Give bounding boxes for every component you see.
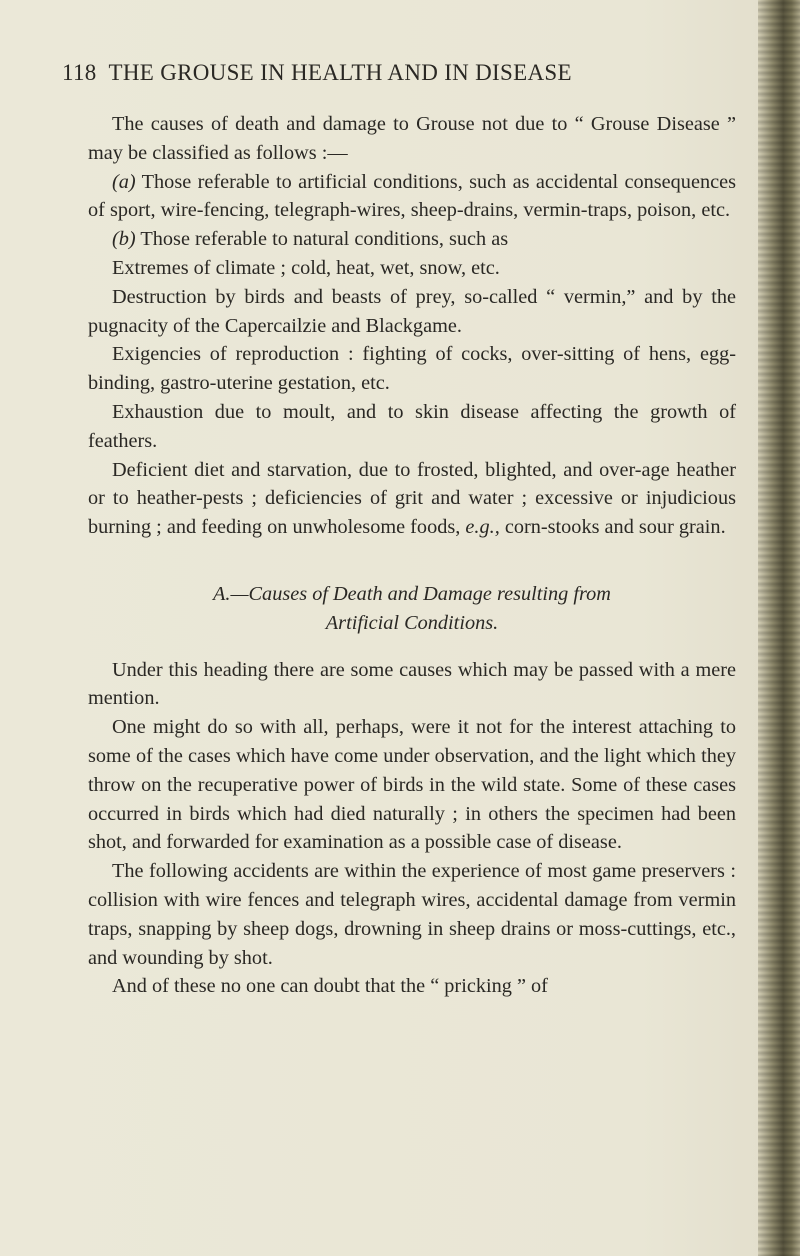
diet-eg: e.g., xyxy=(465,516,500,539)
section2-paragraph-4: And of these no one can doubt that the “ pricking ” of xyxy=(112,975,548,998)
section-heading xyxy=(88,580,736,638)
item-b-paragraph xyxy=(88,225,736,254)
section-heading-line2: Artificial Conditions. xyxy=(325,611,499,634)
climate-paragraph: Extremes of climate ; cold, heat, wet, snow, etc. xyxy=(112,256,500,279)
item-a-paragraph xyxy=(88,168,736,226)
running-title: THE GROUSE IN HEALTH AND IN DISEASE xyxy=(108,60,572,85)
page-number: 118 xyxy=(62,60,97,85)
section2-paragraph-2: One might do so with all, perhaps, were it not for the interest attaching to some of the cases which have come under observation, and the light which they throw on the recuperative power of birds in the wild state. Some of these cases occurred in birds which had died naturally ; in others the specimen had been shot, and forwarded for examination as a possible case of disease. xyxy=(88,716,736,854)
section2-paragraph-3: The following accidents are within the experience of most game preservers : collision with wire fences and telegraph wires, accidental damage from vermin traps, snapping by sheep dogs, drowning in sheep drains or moss-cuttings, etc., and wounding by shot. xyxy=(88,860,736,969)
diet-text: Deficient diet and starvation, due to frosted, blighted, and over-age heather or to heather-pests ; deficiencies of grit and water ; excessive or injudicious burning ; and feeding on unwholesome foods, xyxy=(88,458,736,539)
section-heading-line1: A.—Causes of Death and Damage resulting from xyxy=(213,582,611,605)
item-a-text: Those referable to artificial conditions, such as accidental consequences of sport, wire-fencing, telegraph-wires, sheep-drains, vermin-traps, poison, etc. xyxy=(88,170,736,222)
page-body xyxy=(88,110,736,1001)
destruction-paragraph: Destruction by birds and beasts of prey, so-called “ vermin,” and by the pugnacity of the Capercailzie and Blackgame. xyxy=(88,285,736,337)
section2-paragraph-1: Under this heading there are some causes which may be passed with a mere mention. xyxy=(88,658,736,710)
intro-paragraph: The causes of death and damage to Grouse not due to “ Grouse Disease ” may be classified as follows :— xyxy=(88,113,736,164)
item-b-text: Those referable to natural conditions, such as xyxy=(140,228,509,251)
item-b-label: (b) xyxy=(112,228,136,251)
running-header xyxy=(62,60,738,86)
diet-text-end: corn-stooks and sour grain. xyxy=(504,516,726,539)
diet-paragraph xyxy=(88,456,736,542)
page-edge-shadow xyxy=(758,0,800,1256)
exhaustion-paragraph: Exhaustion due to moult, and to skin disease affecting the growth of feathers. xyxy=(88,400,736,452)
item-a-label: (a) xyxy=(112,170,136,193)
reproduction-paragraph: Exigencies of reproduction : fighting of cocks, over-sitting of hens, egg-binding, gastro-uterine gestation, etc. xyxy=(88,343,736,395)
